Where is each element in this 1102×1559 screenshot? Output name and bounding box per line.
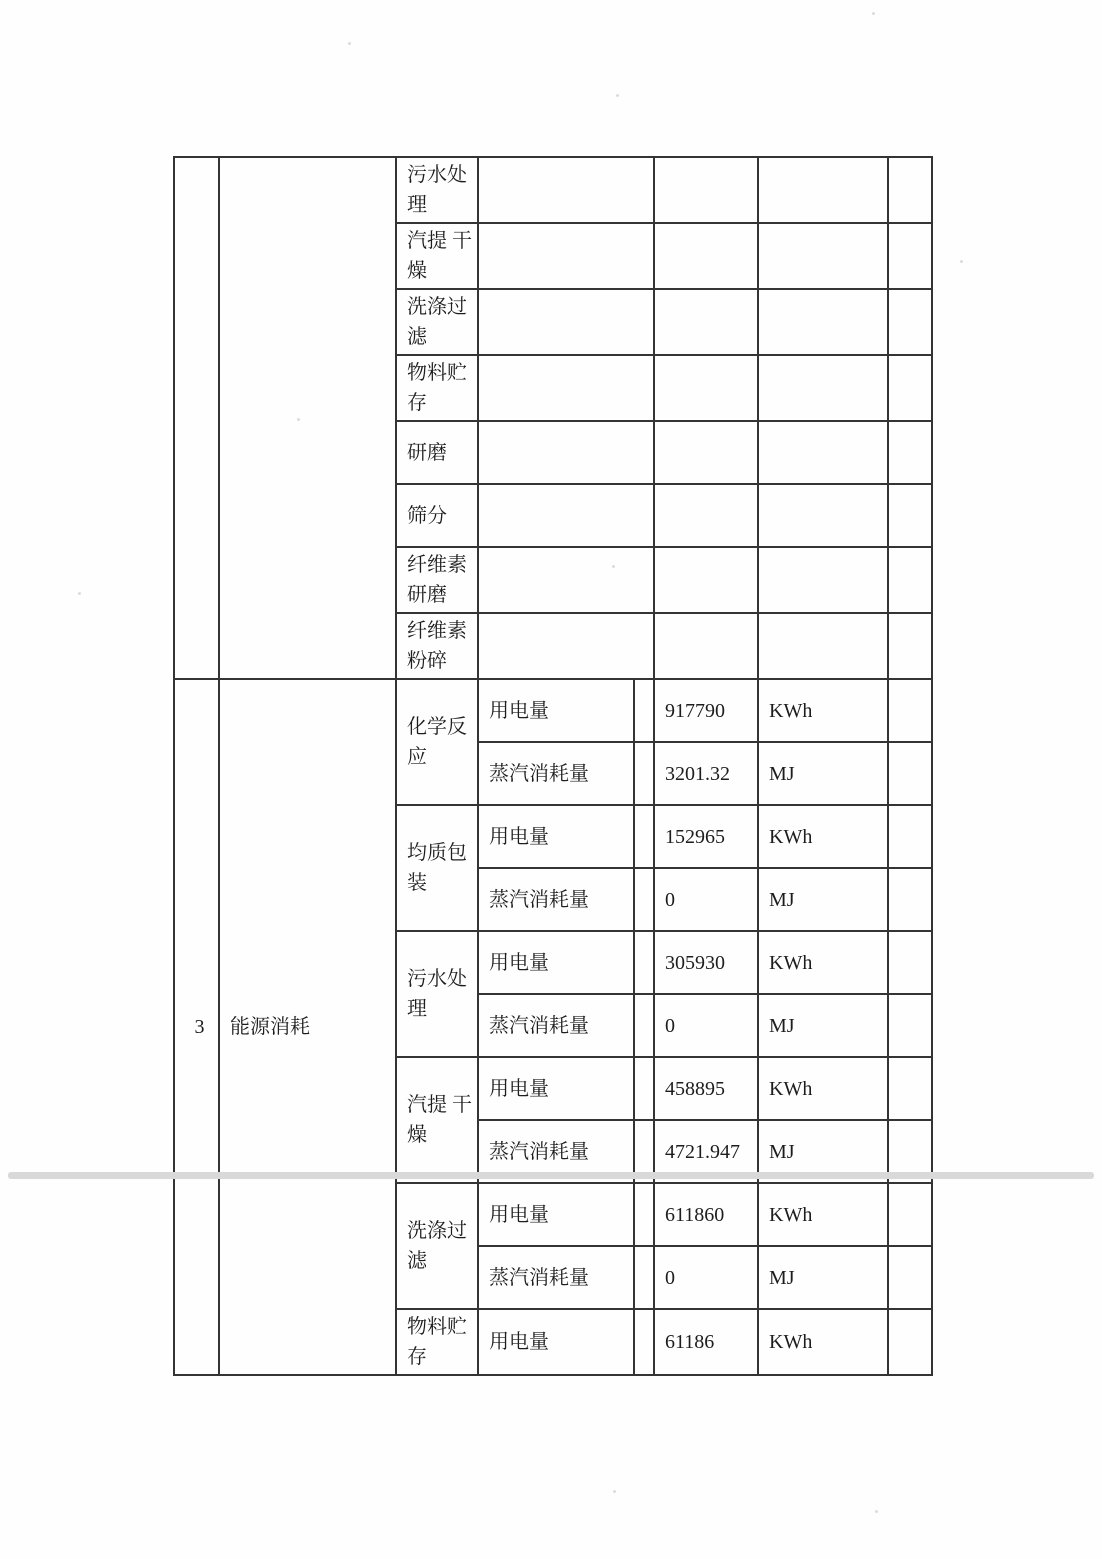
parameter-cell: 蒸汽消耗量 (478, 1120, 634, 1183)
unit-cell: KWh (758, 1057, 888, 1120)
parameter-cell: 用电量 (478, 1057, 634, 1120)
scan-speck (612, 565, 615, 568)
spacer-cell (634, 679, 654, 742)
table-row (174, 157, 932, 223)
unit-cell (758, 157, 888, 223)
scan-speck (348, 42, 351, 45)
end-spacer-cell (888, 742, 932, 805)
parameter-cell: 用电量 (478, 931, 634, 994)
end-spacer-cell (888, 679, 932, 742)
parameter-cell (478, 547, 654, 613)
value-cell: 611860 (654, 1183, 758, 1246)
unit-cell (758, 484, 888, 547)
parameter-cell: 用电量 (478, 679, 634, 742)
value-cell (654, 484, 758, 547)
process-cell: 筛分 (396, 484, 478, 547)
unit-cell: MJ (758, 1120, 888, 1183)
parameter-cell (478, 613, 654, 679)
parameter-cell: 蒸汽消耗量 (478, 994, 634, 1057)
unit-cell (758, 613, 888, 679)
process-cell: 汽提 干燥 (396, 1057, 478, 1183)
unit-cell: KWh (758, 679, 888, 742)
parameter-cell: 蒸汽消耗量 (478, 742, 634, 805)
value-cell: 305930 (654, 931, 758, 994)
process-cell: 污水处理 (396, 931, 478, 1057)
parameter-cell: 蒸汽消耗量 (478, 868, 634, 931)
value-cell: 0 (654, 868, 758, 931)
parameter-cell (478, 484, 654, 547)
unit-cell: KWh (758, 1309, 888, 1375)
process-cell: 纤维素粉碎 (396, 613, 478, 679)
value-cell: 458895 (654, 1057, 758, 1120)
end-spacer-cell (888, 868, 932, 931)
end-spacer-cell (888, 547, 932, 613)
value-cell: 152965 (654, 805, 758, 868)
parameter-cell: 用电量 (478, 1309, 634, 1375)
scan-speck (875, 1510, 878, 1513)
end-spacer-cell (888, 931, 932, 994)
table-row (174, 679, 932, 742)
row-number-cell: 3 (174, 679, 219, 1375)
unit-cell: MJ (758, 1246, 888, 1309)
scan-speck (616, 94, 619, 97)
end-spacer-cell (888, 1183, 932, 1246)
category-cell (219, 157, 396, 679)
end-spacer-cell (888, 1246, 932, 1309)
spacer-cell (634, 1246, 654, 1309)
unit-cell (758, 223, 888, 289)
process-cell: 化学反应 (396, 679, 478, 805)
parameter-cell (478, 289, 654, 355)
end-spacer-cell (888, 1057, 932, 1120)
scan-speck (960, 260, 963, 263)
unit-cell: MJ (758, 868, 888, 931)
end-spacer-cell (888, 223, 932, 289)
value-cell: 917790 (654, 679, 758, 742)
end-spacer-cell (888, 421, 932, 484)
parameter-cell (478, 223, 654, 289)
spacer-cell (634, 1057, 654, 1120)
end-spacer-cell (888, 289, 932, 355)
process-cell: 纤维素研磨 (396, 547, 478, 613)
value-cell (654, 157, 758, 223)
spacer-cell (634, 931, 654, 994)
spacer-cell (634, 994, 654, 1057)
parameter-cell: 蒸汽消耗量 (478, 1246, 634, 1309)
parameter-cell: 用电量 (478, 805, 634, 868)
end-spacer-cell (888, 1309, 932, 1375)
process-cell: 污水处理 (396, 157, 478, 223)
spacer-cell (634, 742, 654, 805)
row-number-cell (174, 157, 219, 679)
value-cell (654, 223, 758, 289)
value-cell: 4721.947 (654, 1120, 758, 1183)
value-cell (654, 547, 758, 613)
process-cell: 洗涤过滤 (396, 289, 478, 355)
parameter-cell (478, 157, 654, 223)
spacer-cell (634, 1183, 654, 1246)
end-spacer-cell (888, 157, 932, 223)
parameter-cell: 用电量 (478, 1183, 634, 1246)
value-cell (654, 613, 758, 679)
value-cell (654, 421, 758, 484)
process-cell: 物料贮存 (396, 355, 478, 421)
process-cell: 汽提 干燥 (396, 223, 478, 289)
unit-cell: MJ (758, 742, 888, 805)
unit-cell: KWh (758, 805, 888, 868)
process-cell: 洗涤过滤 (396, 1183, 478, 1309)
energy-consumption-table (173, 156, 933, 1376)
value-cell: 3201.32 (654, 742, 758, 805)
scan-artifact-band (8, 1172, 1094, 1179)
spacer-cell (634, 1309, 654, 1375)
end-spacer-cell (888, 805, 932, 868)
category-cell: 能源消耗 (219, 679, 396, 1375)
scan-speck (297, 418, 300, 421)
process-cell: 物料贮存 (396, 1309, 478, 1375)
unit-cell: KWh (758, 1183, 888, 1246)
spacer-cell (634, 868, 654, 931)
parameter-cell (478, 355, 654, 421)
scan-speck (613, 1490, 616, 1493)
process-cell: 均质包装 (396, 805, 478, 931)
value-cell (654, 355, 758, 421)
spacer-cell (634, 805, 654, 868)
unit-cell (758, 421, 888, 484)
scan-speck (872, 12, 875, 15)
end-spacer-cell (888, 613, 932, 679)
value-cell: 61186 (654, 1309, 758, 1375)
end-spacer-cell (888, 355, 932, 421)
unit-cell (758, 289, 888, 355)
scan-speck (78, 592, 81, 595)
value-cell: 0 (654, 994, 758, 1057)
value-cell: 0 (654, 1246, 758, 1309)
end-spacer-cell (888, 484, 932, 547)
unit-cell: KWh (758, 931, 888, 994)
unit-cell (758, 355, 888, 421)
end-spacer-cell (888, 994, 932, 1057)
process-cell: 研磨 (396, 421, 478, 484)
parameter-cell (478, 421, 654, 484)
unit-cell: MJ (758, 994, 888, 1057)
value-cell (654, 289, 758, 355)
unit-cell (758, 547, 888, 613)
